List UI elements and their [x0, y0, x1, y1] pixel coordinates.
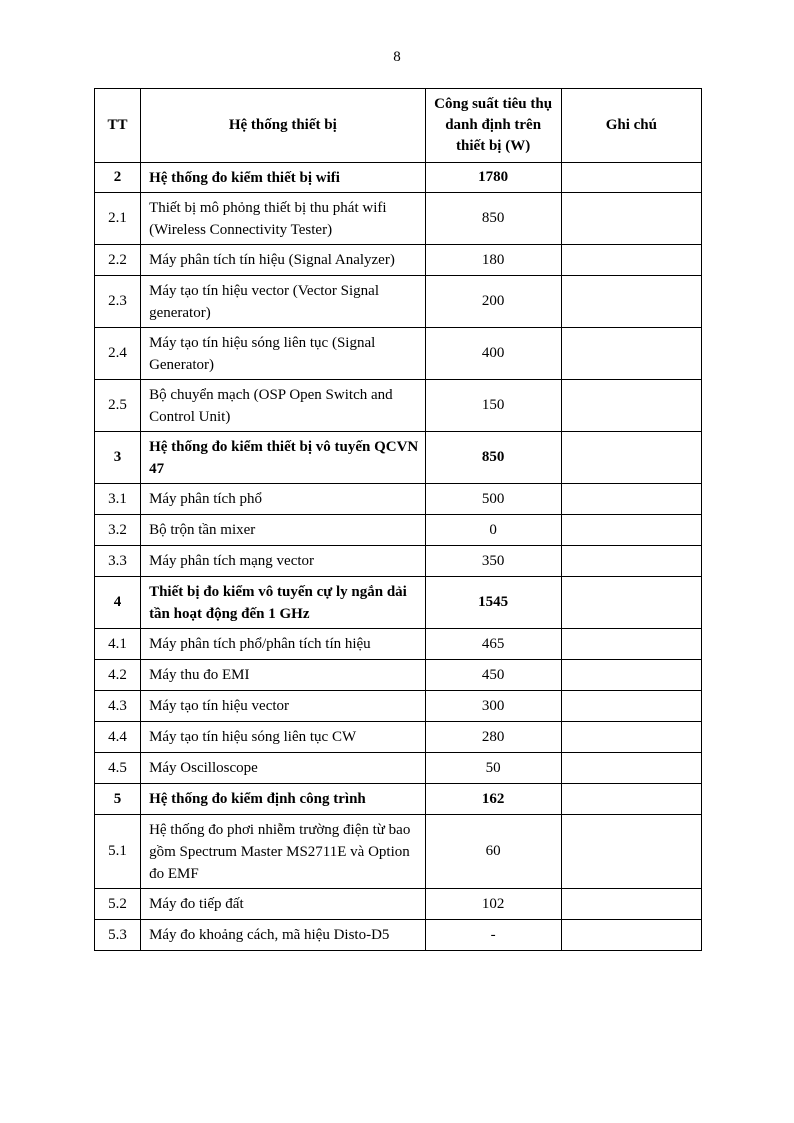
cell-power: 200	[425, 276, 561, 328]
header-power: Công suất tiêu thụ danh định trên thiết bị (W)	[425, 89, 561, 163]
cell-power: 350	[425, 546, 561, 577]
cell-tt: 5.2	[95, 889, 141, 920]
cell-power: 850	[425, 193, 561, 245]
table-row	[95, 515, 702, 546]
cell-tt: 4.1	[95, 629, 141, 660]
cell-tt: 5.1	[95, 815, 141, 889]
cell-equipment-name: Máy Oscilloscope	[141, 753, 425, 784]
header-tt: TT	[95, 89, 141, 163]
cell-equipment-name: Máy đo tiếp đất	[141, 889, 425, 920]
cell-equipment-name: Hệ thống đo kiểm thiết bị wifi	[141, 163, 425, 193]
cell-equipment-name: Bộ chuyển mạch (OSP Open Switch and Control Unit)	[141, 380, 425, 432]
table-row	[95, 484, 702, 515]
table-row	[95, 328, 702, 380]
cell-note	[561, 784, 701, 815]
cell-power: 180	[425, 245, 561, 276]
cell-note	[561, 276, 701, 328]
cell-tt: 4.5	[95, 753, 141, 784]
cell-power: 150	[425, 380, 561, 432]
cell-equipment-name: Thiết bị mô phỏng thiết bị thu phát wifi (Wireless Connectivity Tester)	[141, 193, 425, 245]
table-row	[95, 722, 702, 753]
cell-equipment-name: Hệ thống đo kiểm định công trình	[141, 784, 425, 815]
group-row	[95, 577, 702, 629]
table-row	[95, 889, 702, 920]
cell-tt: 2.4	[95, 328, 141, 380]
table-row	[95, 660, 702, 691]
cell-tt: 5.3	[95, 920, 141, 951]
cell-power: 300	[425, 691, 561, 722]
cell-power: 500	[425, 484, 561, 515]
cell-power: -	[425, 920, 561, 951]
header-note: Ghi chú	[561, 89, 701, 163]
cell-tt: 3.3	[95, 546, 141, 577]
cell-tt: 5	[95, 784, 141, 815]
group-row	[95, 784, 702, 815]
cell-equipment-name: Máy tạo tín hiệu sóng liên tục (Signal Generator)	[141, 328, 425, 380]
cell-tt: 4.4	[95, 722, 141, 753]
table-row	[95, 193, 702, 245]
cell-power: 162	[425, 784, 561, 815]
equipment-power-table	[94, 88, 702, 951]
cell-note	[561, 193, 701, 245]
cell-tt: 2.1	[95, 193, 141, 245]
cell-note	[561, 546, 701, 577]
cell-power: 60	[425, 815, 561, 889]
cell-equipment-name: Máy phân tích tín hiệu (Signal Analyzer)	[141, 245, 425, 276]
table-row	[95, 276, 702, 328]
cell-tt: 2.5	[95, 380, 141, 432]
cell-note	[561, 815, 701, 889]
cell-power: 465	[425, 629, 561, 660]
cell-tt: 4.2	[95, 660, 141, 691]
cell-note	[561, 889, 701, 920]
cell-note	[561, 691, 701, 722]
cell-power: 102	[425, 889, 561, 920]
cell-tt: 3	[95, 432, 141, 484]
header-system: Hệ thống thiết bị	[141, 89, 425, 163]
table-row	[95, 546, 702, 577]
table-row	[95, 920, 702, 951]
cell-equipment-name: Thiết bị đo kiểm vô tuyến cự ly ngắn dải tần hoạt động đến 1 GHz	[141, 577, 425, 629]
cell-tt: 2	[95, 163, 141, 193]
cell-equipment-name: Máy tạo tín hiệu sóng liên tục CW	[141, 722, 425, 753]
cell-power: 1545	[425, 577, 561, 629]
cell-equipment-name: Máy phân tích mạng vector	[141, 546, 425, 577]
cell-tt: 2.3	[95, 276, 141, 328]
cell-equipment-name: Hệ thống đo kiểm thiết bị vô tuyến QCVN 47	[141, 432, 425, 484]
table-row	[95, 380, 702, 432]
table-header-row	[95, 89, 702, 163]
cell-equipment-name: Hệ thống đo phơi nhiễm trường điện từ bao gồm Spectrum Master MS2711E và Option đo EMF	[141, 815, 425, 889]
table-row	[95, 691, 702, 722]
cell-note	[561, 722, 701, 753]
group-row	[95, 163, 702, 193]
cell-power: 1780	[425, 163, 561, 193]
cell-note	[561, 515, 701, 546]
cell-power: 400	[425, 328, 561, 380]
cell-note	[561, 920, 701, 951]
cell-note	[561, 577, 701, 629]
cell-note	[561, 660, 701, 691]
cell-note	[561, 484, 701, 515]
cell-equipment-name: Máy phân tích phổ	[141, 484, 425, 515]
cell-equipment-name: Máy tạo tín hiệu vector (Vector Signal generator)	[141, 276, 425, 328]
cell-tt: 4.3	[95, 691, 141, 722]
cell-power: 50	[425, 753, 561, 784]
cell-tt: 3.2	[95, 515, 141, 546]
cell-note	[561, 380, 701, 432]
cell-note	[561, 163, 701, 193]
cell-tt: 4	[95, 577, 141, 629]
table-row	[95, 815, 702, 889]
cell-note	[561, 328, 701, 380]
cell-equipment-name: Máy phân tích phổ/phân tích tín hiệu	[141, 629, 425, 660]
page-number: 8	[393, 49, 401, 65]
cell-tt: 2.2	[95, 245, 141, 276]
cell-equipment-name: Máy tạo tín hiệu vector	[141, 691, 425, 722]
cell-equipment-name: Máy thu đo EMI	[141, 660, 425, 691]
table-row	[95, 753, 702, 784]
cell-note	[561, 245, 701, 276]
cell-tt: 3.1	[95, 484, 141, 515]
table-row	[95, 245, 702, 276]
cell-power: 0	[425, 515, 561, 546]
table-body	[95, 163, 702, 951]
cell-equipment-name: Máy đo khoảng cách, mã hiệu Disto-D5	[141, 920, 425, 951]
cell-power: 280	[425, 722, 561, 753]
cell-note	[561, 629, 701, 660]
group-row	[95, 432, 702, 484]
cell-note	[561, 432, 701, 484]
cell-power: 850	[425, 432, 561, 484]
cell-note	[561, 753, 701, 784]
cell-equipment-name: Bộ trộn tần mixer	[141, 515, 425, 546]
table-row	[95, 629, 702, 660]
cell-power: 450	[425, 660, 561, 691]
